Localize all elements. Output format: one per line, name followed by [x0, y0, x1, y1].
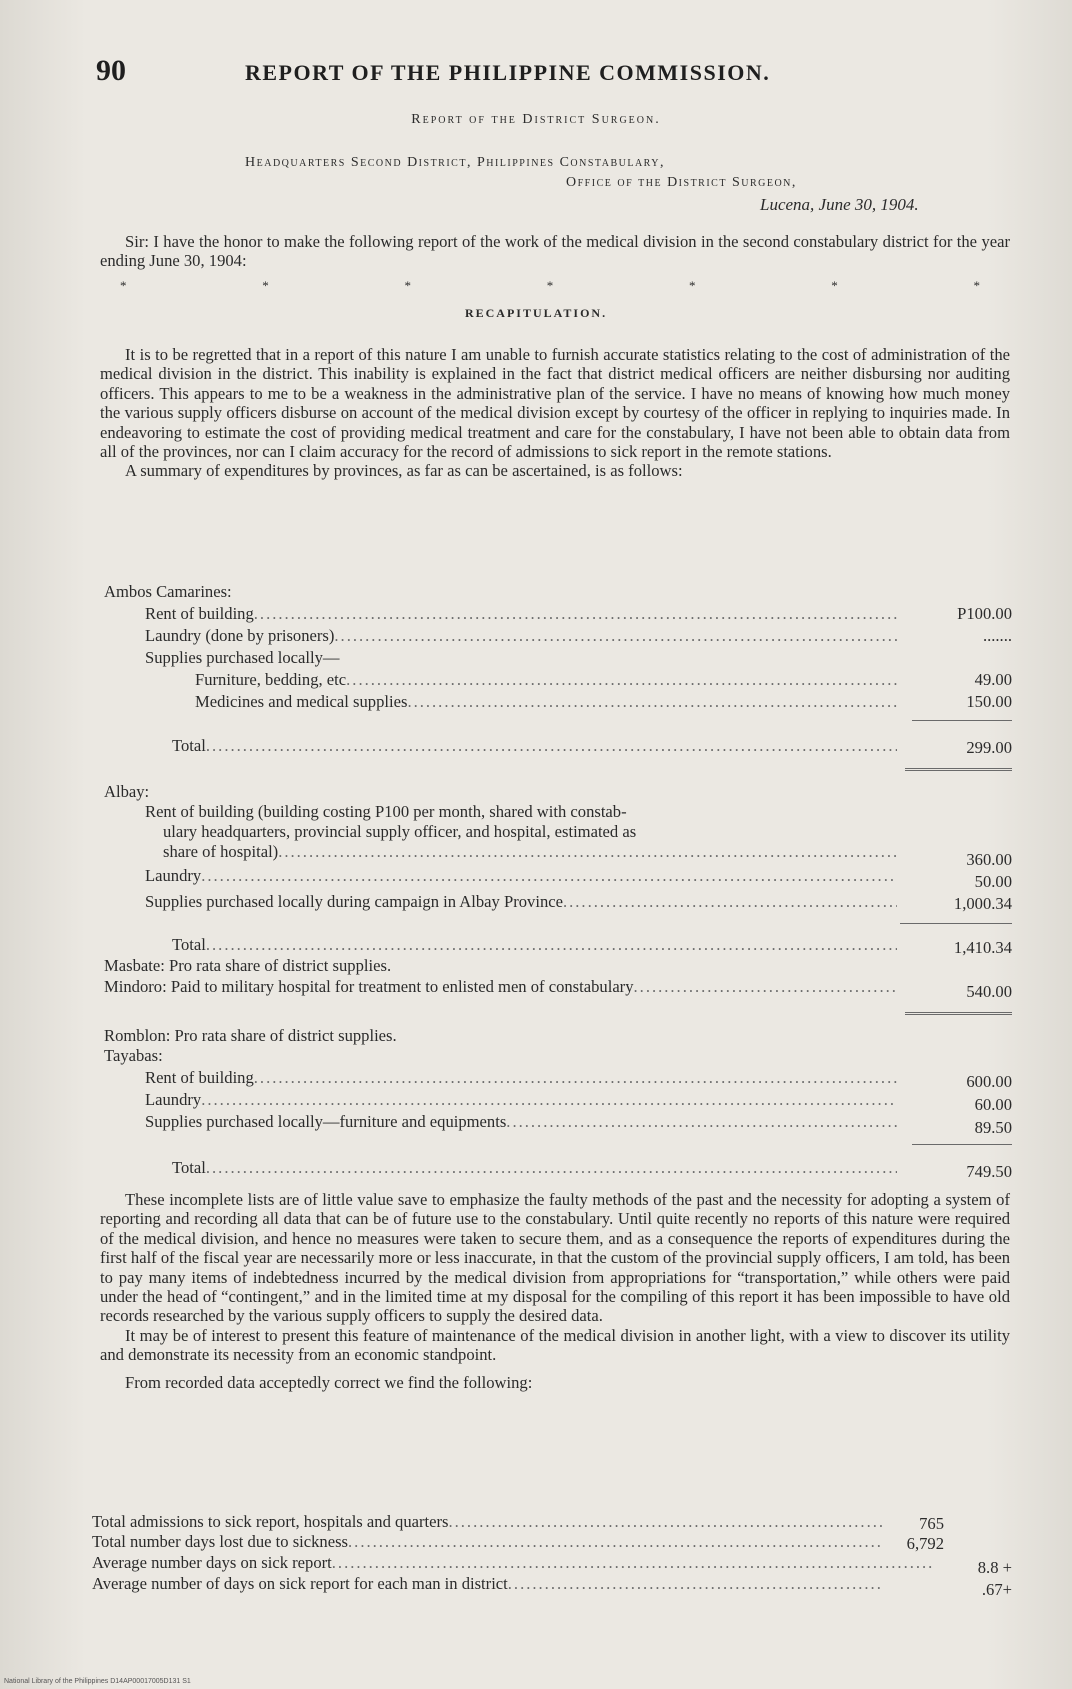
ambos-total-double-rule	[905, 768, 1012, 771]
tayabas-rent-label: Rent of building	[145, 1068, 254, 1087]
albay-total-label: Total	[172, 935, 206, 954]
albay-laundry-value: 50.00	[974, 872, 1012, 891]
tayabas-laundry-line	[145, 1090, 897, 1110]
ambos-laundry-value: .......	[982, 626, 1012, 645]
tayabas-rent-line	[145, 1068, 897, 1088]
ambos-rent-line	[145, 604, 897, 624]
albay-laundry-line	[145, 866, 897, 886]
albay-rent-label-1: Rent of building (building costing P100 per month, shared with constab-	[145, 802, 627, 821]
tayabas-supplies-value: 89.50	[974, 1118, 1012, 1137]
ambos-total-line	[172, 736, 897, 756]
star: *	[546, 278, 554, 293]
albay-rent-label-2: ulary headquarters, provincial supply officer, and hospital, estimated as	[163, 822, 637, 841]
star: *	[120, 278, 127, 293]
stat-row	[92, 1574, 882, 1594]
albay-laundry-label: Laundry	[145, 866, 202, 885]
mindoro-double-rule	[905, 1012, 1012, 1015]
report-title: Report of the District Surgeon.	[411, 112, 661, 127]
address-line-1: Headquarters Second District, Philippines Constabulary,	[245, 155, 666, 170]
stat-row	[92, 1553, 932, 1573]
star: *	[973, 278, 980, 293]
mindoro-label: Mindoro: Paid to military hospital for treatment to enlisted men of constabulary	[104, 977, 634, 996]
section-title: RECAPITULATION.	[464, 306, 608, 320]
tayabas-total-line	[172, 1158, 897, 1178]
scan-footer: National Library of the Philippines D14AP00017005D131 S1	[4, 1678, 191, 1685]
tayabas-rent-value: 600.00	[966, 1072, 1012, 1091]
ambos-total-value: 299.00	[966, 738, 1012, 757]
star: *	[262, 278, 269, 293]
tayabas-laundry-label: Laundry	[145, 1090, 202, 1109]
albay-rent-label-3: share of hospital)	[163, 842, 279, 861]
ambos-laundry-line	[145, 626, 897, 646]
paragraph-3	[100, 1190, 1010, 1392]
ambos-supplies-label: Supplies purchased locally—	[145, 648, 340, 667]
place-date: Lucena, June 30, 1904.	[760, 195, 919, 214]
paragraph-4-text: It may be of interest to present this feature of maintenance of the medical division in another light, with a view to discover its utility and demonstrate its necessity from an economic standpoint.	[100, 1325, 1010, 1365]
mindoro-value: 540.00	[966, 982, 1012, 1001]
tayabas-heading: Tayabas:	[104, 1046, 163, 1065]
ambos-furniture-line	[195, 670, 897, 690]
stat-row	[92, 1532, 882, 1552]
albay-supplies-value: 1,000.34	[953, 894, 1012, 913]
tayabas-total-label: Total	[172, 1158, 206, 1177]
tayabas-sum-rule	[912, 1144, 1012, 1145]
running-title: REPORT OF THE PHILIPPINE COMMISSION.	[245, 60, 771, 85]
ambos-furniture-value: 49.00	[974, 670, 1012, 689]
albay-rent-value: 360.00	[966, 850, 1012, 869]
stat-label: Total number days lost due to sickness	[92, 1532, 349, 1551]
intro-text: Sir: I have the honor to make the following report of the work of the medical division in the second constabulary district for the year ending June 30, 1904:	[100, 232, 1010, 271]
albay-supplies-line	[145, 892, 897, 912]
ambos-rent-label: Rent of building	[145, 604, 254, 623]
ambos-rent-value: P100.00	[957, 604, 1012, 623]
ambos-medicines-label: Medicines and medical supplies	[195, 692, 408, 711]
paragraph-2-text: A summary of expenditures by provinces, as far as can be ascertained, is as follows:	[125, 461, 683, 481]
albay-sum-rule	[900, 923, 1012, 924]
star: *	[831, 278, 838, 293]
paragraph-5-text: From recorded data acceptedly correct we find the following:	[125, 1372, 533, 1392]
stat-row	[92, 1512, 882, 1532]
ambos-furniture-label: Furniture, bedding, etc	[195, 670, 347, 689]
paragraph-1-text: It is to be regretted that in a report of this nature I am unable to furnish accurate statistics relating to the cost of administration of the medical division in the district. This inability is explained in the fact that district medical officers are neither disbursing nor auditing officers. This appears to me to be a weakness in the administrative plan of the service. I have no means of knowing how much money the various supply officers disburse on account of the medical division except by courtesy of the officer in replying to inquiries made. In endeavoring to estimate the cost of providing medical treatment and care for the constabulary, I have not been able to obtain data from all of the provinces, nor can I claim accuracy for the record of admissions to sick report in the remote stations.	[100, 345, 1010, 462]
star: *	[404, 278, 411, 293]
masbate-line: Masbate: Pro rata share of district supplies.	[104, 956, 392, 975]
intro-paragraph	[100, 232, 1010, 271]
romblon-line: Romblon: Pro rata share of district supplies.	[104, 1026, 397, 1045]
stat-value: 6,792	[906, 1534, 944, 1553]
ambos-medicines-line	[195, 692, 897, 712]
ambos-laundry-label: Laundry (done by prisoners)	[145, 626, 335, 645]
ambos-heading: Ambos Camarines:	[104, 582, 232, 601]
tayabas-supplies-label: Supplies purchased locally—furniture and equipments	[145, 1112, 507, 1131]
stat-label: Total admissions to sick report, hospitals and quarters	[92, 1512, 449, 1531]
ellipsis-stars	[120, 278, 980, 294]
stat-value: .67+	[981, 1580, 1012, 1599]
paragraph-3-text: These incomplete lists are of little value save to emphasize the faulty methods of the past and the necessity for adopting a system of reporting and recording all data that can be of future use to the constabulary. Until quite recently no reports of this nature were required of the medical division, and hence no measures were taken to secure them, and as a consequence the reports of expenditures during the first half of the fiscal year are necessarily more or less inaccurate, in that the custom of the provincial supply officers, I am told, has been to pay many items of indebtedness incurred by the medical division from appropriations for “transportation,” while others were paid under the head of “contingent,” and in the limited time at my disposal for the compiling of this report it has been impossible to have old records researched by the various supply officers to supply the desired data.	[100, 1190, 1010, 1326]
tayabas-supplies-line	[145, 1112, 897, 1132]
tayabas-laundry-value: 60.00	[974, 1095, 1012, 1114]
ambos-medicines-value: 150.00	[966, 692, 1012, 711]
albay-total-line	[172, 935, 897, 955]
albay-heading: Albay:	[104, 782, 150, 801]
stat-label: Average number days on sick report	[92, 1553, 332, 1572]
albay-total-value: 1,410.34	[953, 938, 1012, 957]
paragraph-1	[100, 345, 1010, 481]
ambos-sum-rule	[912, 720, 1012, 721]
mindoro-line	[104, 977, 897, 997]
star: *	[689, 278, 696, 293]
address-line-2: Office of the District Surgeon,	[566, 175, 797, 190]
albay-supplies-label: Supplies purchased locally during campaign in Albay Province	[145, 892, 563, 911]
tayabas-total-value: 749.50	[966, 1162, 1012, 1181]
albay-rent-line	[163, 842, 897, 862]
stat-value: 765	[919, 1514, 944, 1533]
ambos-total-label: Total	[172, 736, 206, 755]
stat-value: 8.8 +	[977, 1558, 1012, 1577]
page-number: 90	[96, 54, 126, 87]
stat-label: Average number of days on sick report for each man in district	[92, 1574, 508, 1593]
